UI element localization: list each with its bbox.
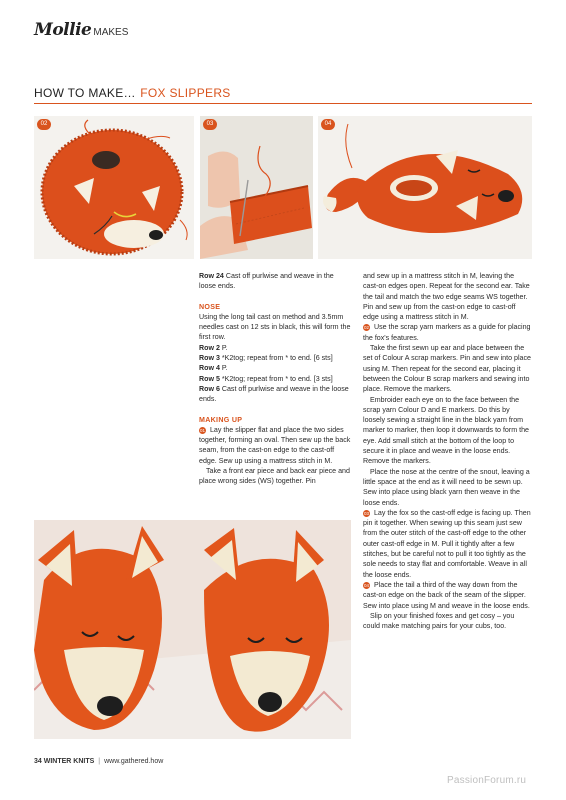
brand-logo-makes: MAKES [93,27,129,38]
step-photo-03 [200,116,313,259]
nose-row-5: Row 5 *K2tog; repeat from * to end. [3 sts] [199,374,333,383]
section-lead: HOW TO MAKE… [34,86,136,100]
ear-placement-paragraph: Take the first sewn up ear and place between the set of Colour A scrap markers. Pin and sew into place using M. Then repeat for the second ear, placing it between the Colour B scrap markers and sewing into place. Remove the markers. [363,344,531,394]
section-title: FOX SLIPPERS [140,86,231,100]
nose-heading: NOSE [199,302,221,311]
ear-continued: and sew up in a mattress stitch in M, leaving the cast-on edges open. Repeat for the second ear. Take the tail and match the two edge seams WS together. Pin and sew up from the cast-on edge to cast-off edge using a mattress stitch in M. [363,272,530,322]
text-column-right [363,271,531,631]
making-up-heading: MAKING UP [199,415,243,424]
step-badge-02: 02 [37,119,51,130]
row24-paragraph: Row 24 Cast off purlwise and weave in the loose ends. [199,272,334,291]
page-footer [34,758,163,765]
eye-paragraph: Embroider each eye on to the face between the scrap yarn Colour D and E markers. Do this by loosely sewing a straight line in the black yarn from marker to marker, then loop it downwards to form the eye. Add small stitch at the bottom of the loop to secure it in place and weave in the loose ends. Remove the markers. [363,395,529,466]
step-number-01: 01 [199,427,205,433]
making-step-04: 04 Place the tail a third of the way down from the cast-on edge on the back of the seam of the slipper. Sew into place using M and weave in the loose ends. [363,580,530,610]
step-badge-04: 04 [321,119,335,130]
page-folio: 34 WINTER KNITS [34,758,95,765]
nose-row-3: Row 3 *K2tog; repeat from * to end. [6 sts] [199,354,333,363]
step-badge-03: 03 [203,119,217,130]
slipper-in-progress-illustration [34,116,194,259]
brand-logo-script: Mollie [34,20,92,40]
step-number-04: 04 [363,582,369,588]
fox-slippers-illustration [34,520,351,739]
sewing-tail-illustration [200,116,313,259]
closing-paragraph: Slip on your finished foxes and get cosy – you could make matching pairs for your cubs, too. [363,611,515,631]
making-step-02: 02 Use the scrap yarn markers as a guide for placing the fox's features. [363,323,531,342]
fox-slippers-photo [34,520,351,739]
step-number-02: 02 [363,325,369,331]
footer-url: www.gathered.how [104,758,164,765]
step-photo-02 [34,116,194,259]
text-column-left [199,271,351,487]
nose-intro: Using the long tail cast on method and 3.5mm needles cast on 12 sts in black, this will form the first row. [199,312,351,342]
nose-placement-paragraph: Place the nose at the centre of the snout, leaving a little space at the end as it will need to be sewn up. Sew into place using black yarn then weave in the loose ends. [363,467,530,507]
nose-row-6: Row 6 Cast off purlwise and weave in the loose ends. [199,384,349,404]
making-step-01: 01 Lay the slipper flat and place the two sides together, forming an oval. Then sew up the back seam, from the cast-on edge to the cast-off edge. Sew up using a mattress stitch in M. [199,425,351,465]
finished-slipper-illustration [318,116,532,259]
making-step-03: 03 Lay the fox so the cast-off edge is facing up. Then pin it together. When sewing up this seam just sew from the outer stitch of the cast-off edge to the other outer cast-off edge in M. Pull it tightly after a few stitches, but be careful not to pull it too tightly as the sole needs to stay flat and comfortable. Weave in all the loose ends. [363,508,531,579]
nose-row-4: Row 4 P. [199,364,228,373]
step-number-03: 03 [363,510,369,516]
step-photo-04 [318,116,532,259]
footer-separator: | [98,758,101,765]
site-watermark: PassionForum.ru [447,775,527,786]
masthead [34,20,128,42]
nose-row-2: Row 2 P. [199,343,228,352]
ear-paragraph: Take a front ear piece and back ear piece and place wrong sides (WS) together. Pin [199,467,350,486]
section-heading [34,84,532,104]
